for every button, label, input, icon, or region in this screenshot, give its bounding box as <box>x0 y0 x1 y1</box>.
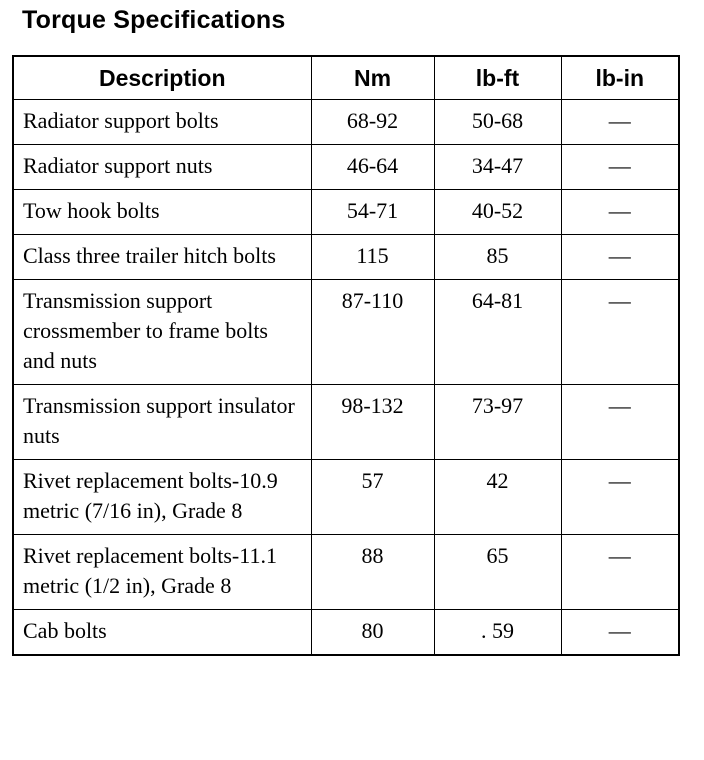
table-row <box>13 460 679 535</box>
description-cell: Tow hook bolts <box>13 190 311 235</box>
lb-in-cell: — <box>561 235 679 280</box>
nm-cell: 98-132 <box>311 385 434 460</box>
lb-ft-cell: . 59 <box>434 610 561 656</box>
lb-ft-cell: 50-68 <box>434 100 561 145</box>
nm-cell: 46-64 <box>311 145 434 190</box>
lb-ft-cell: 85 <box>434 235 561 280</box>
header-nm: Nm <box>311 56 434 100</box>
nm-cell: 88 <box>311 535 434 610</box>
table-row <box>13 610 679 656</box>
torque-spec-table <box>12 55 680 656</box>
table-header-row <box>13 56 679 100</box>
description-cell: Transmission support insulator nuts <box>13 385 311 460</box>
description-cell: Cab bolts <box>13 610 311 656</box>
table-row <box>13 385 679 460</box>
lb-in-cell: — <box>561 190 679 235</box>
lb-in-cell: — <box>561 610 679 656</box>
table-row <box>13 145 679 190</box>
page-title: Torque Specifications <box>22 6 286 34</box>
lb-ft-cell: 64-81 <box>434 280 561 385</box>
lb-in-cell: — <box>561 145 679 190</box>
nm-cell: 57 <box>311 460 434 535</box>
nm-cell: 54-71 <box>311 190 434 235</box>
table-row <box>13 535 679 610</box>
table-row <box>13 190 679 235</box>
lb-in-cell: — <box>561 385 679 460</box>
lb-ft-cell: 73-97 <box>434 385 561 460</box>
lb-ft-cell: 40-52 <box>434 190 561 235</box>
lb-ft-cell: 42 <box>434 460 561 535</box>
header-description: Description <box>13 56 311 100</box>
nm-cell: 87-110 <box>311 280 434 385</box>
description-cell: Radiator support nuts <box>13 145 311 190</box>
lb-in-cell: — <box>561 535 679 610</box>
header-lb-ft: lb-ft <box>434 56 561 100</box>
table-row <box>13 100 679 145</box>
lb-ft-cell: 65 <box>434 535 561 610</box>
table-row <box>13 280 679 385</box>
lb-in-cell: — <box>561 280 679 385</box>
description-cell: Rivet replacement bolts-10.9 metric (7/16 in), Grade 8 <box>13 460 311 535</box>
description-cell: Transmission support crossmember to frame bolts and nuts <box>13 280 311 385</box>
description-cell: Class three trailer hitch bolts <box>13 235 311 280</box>
table-row <box>13 235 679 280</box>
nm-cell: 115 <box>311 235 434 280</box>
nm-cell: 68-92 <box>311 100 434 145</box>
lb-in-cell: — <box>561 460 679 535</box>
lb-in-cell: — <box>561 100 679 145</box>
lb-ft-cell: 34-47 <box>434 145 561 190</box>
description-cell: Radiator support bolts <box>13 100 311 145</box>
nm-cell: 80 <box>311 610 434 656</box>
header-lb-in: lb-in <box>561 56 679 100</box>
description-cell: Rivet replacement bolts-11.1 metric (1/2 in), Grade 8 <box>13 535 311 610</box>
